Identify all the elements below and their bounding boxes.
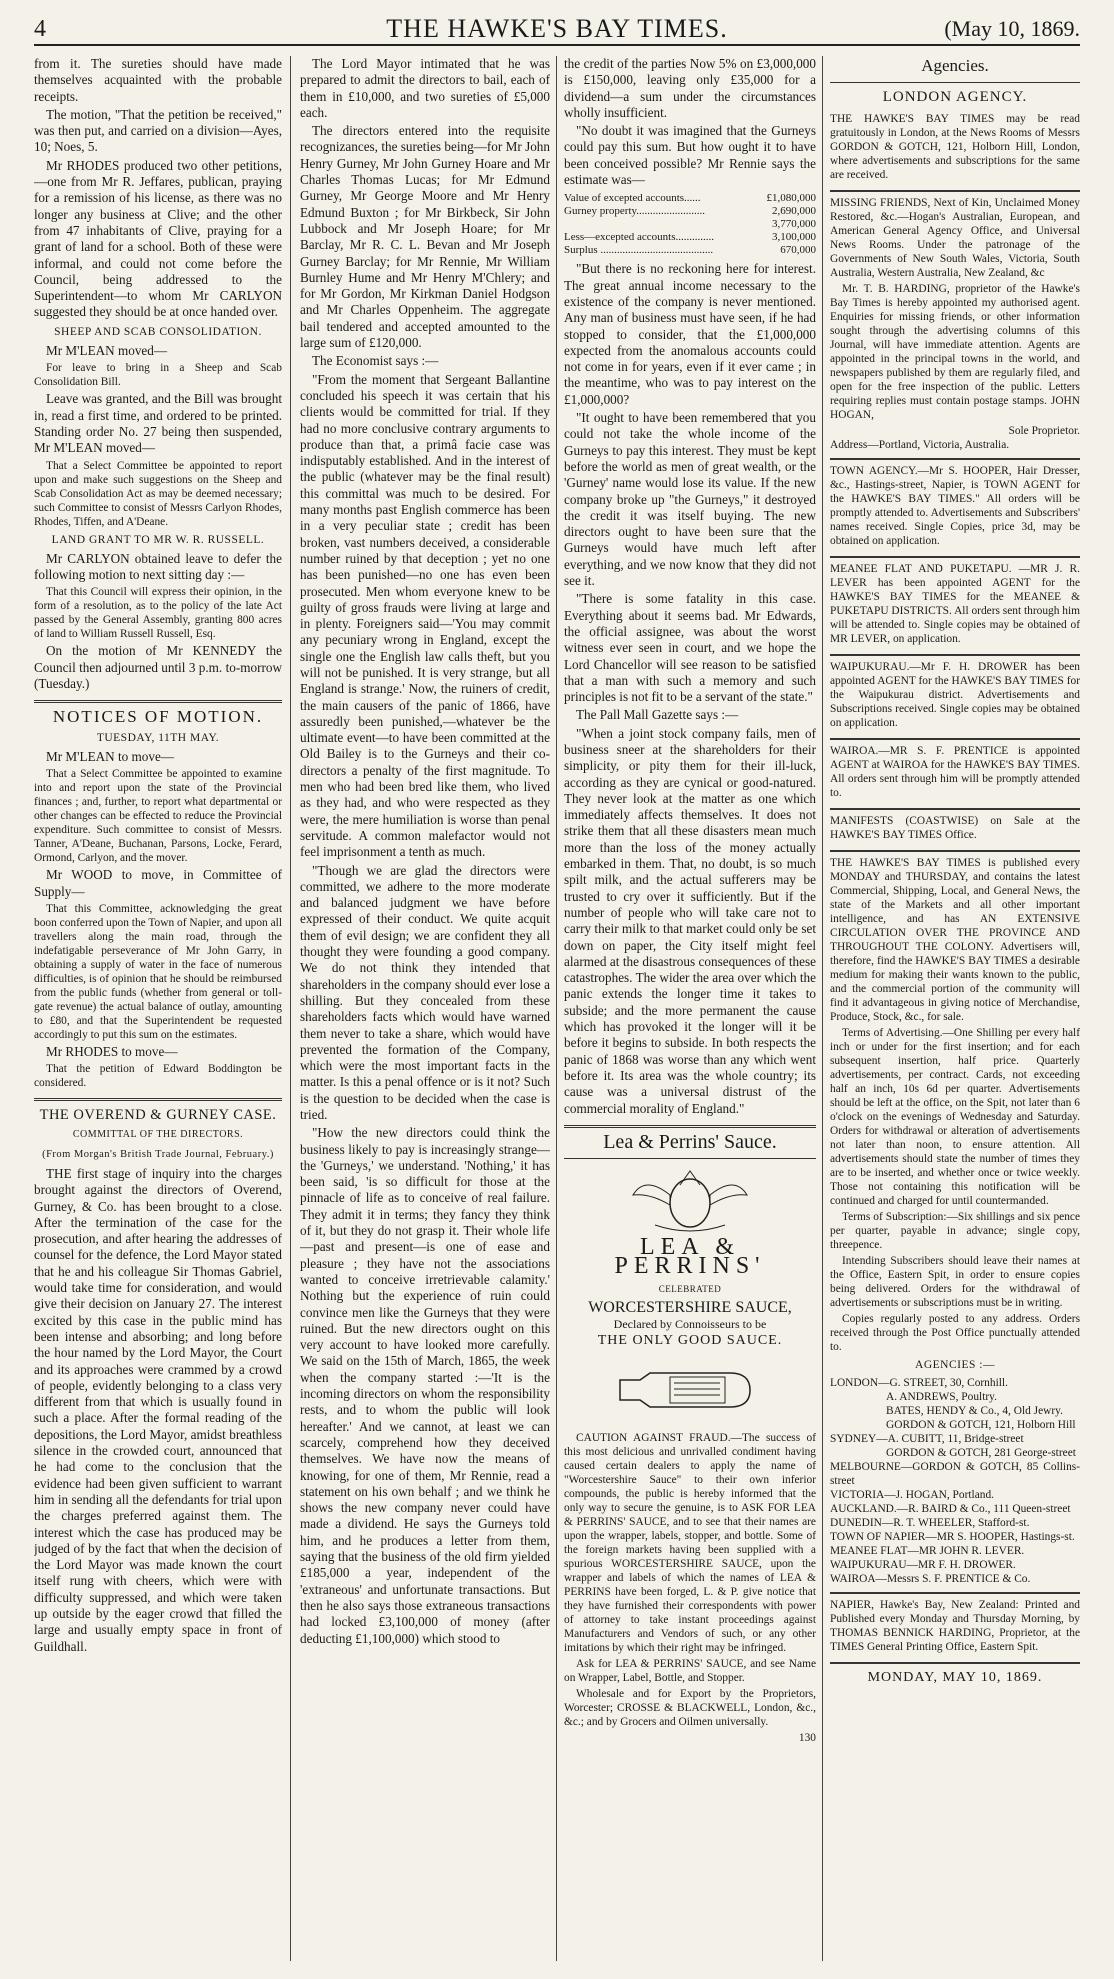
paragraph: Mr RHODES to move— [46,1043,178,1059]
motion-text: That this Council will express their opinion, in the form of a resolution, as to the policy of the late Act passed by the General Assembly, granting 800 acres of land to William Russell Russell, Esq. [34,586,282,641]
motion-text: For leave to bring in a Sheep and Scab Consolidation Bill. [34,362,282,389]
ad-london: THE HAWKE'S BAY TIMES may be read gratuitously in London, at the News Rooms of Messrs GORDON & GOTCH, 121, Holborn Hill, London, where advertisements and subscriptions for the same are received. [830,108,1080,192]
page-number: 4 [34,16,46,42]
list-item: GORDON & GOTCH, 281 George-street [886,1446,1076,1459]
paragraph: "When a joint stock company fails, men of business sneer at the shareholders for their simplicity, or pity them for their ill-luck, according as they are cynical or good-natured. They never look at the matter as one which immediately affects themselves. It does not strike them that all these disasters mean much more than the loss of the money actually embarked in them. That, no doubt, is so much spilt milk, and the actual sufferers may be trusted to cry over it sufficiently. But if the number of people who will take care not to carry their milk to that market could only be set down on paper, the City itself might feel alarmed at the disastrous consequences of these catastrophes. The wider the area over which the panic extends the longer time it takes to subside; and the more permanent the cause which has provoked it the longer will it be before it begins to subside. In both respects the panic of 1868 was worse than any which went before it. Its area was the whole country; its cause was a universal distrust of the commercial morality of England." [564,725,816,1116]
paragraph: "There is some fatality in this case. Everything about it seems bad. Mr Edwards, the official assignee, was about the worst witness ever seen in court, and we hope the Lord Chancellor will see reason to be satisfied that a man with such a memory and such principles is not fit to be a servant of the state." [564,591,816,705]
estimate-table [564,192,816,257]
paragraph: "No doubt it was imagined that the Gurneys could pay this sum. But how ought it to have been conceived possible? Mr Rennie says the estimate was— [564,123,816,188]
section-heading: SHEEP AND SCAB CONSOLIDATION. [54,325,262,338]
estimate-row: 3,770,000 [772,218,816,231]
list-item: DUNEDIN—R. T. WHEELER, Stafford-st. [830,1516,1030,1529]
list-item: TOWN OF NAPIER—MR S. HOOPER, Hastings-st. [830,1530,1075,1543]
list-item: MELBOURNE—GORDON & GOTCH, 85 Collins-street [830,1460,1080,1487]
overend-source: (From Morgan's British Trade Journal, February.) [42,1148,274,1160]
ad-meanee: MEANEE FLAT AND PUKETAPU. —MR J. R. LEVER has been appointed AGENT for the HAWKE'S BAY TIMES for the MEANEE & PUKETAPU DISTRICTS. All orders sent through him will be attended to. Single copies may be obtained of MR LEVER, on application. [830,558,1080,656]
paragraph: "How the new directors could think the business likely to pay is increasingly strange—the 'Gurneys,' we understand. 'Nothing,' it has been said, 'is so difficult for those at the pinnacle of life as to conceive of real failure. They admit it in terms; they fancy they think of it, but they do not grasp it. Their whole life—past and present—is one of ease and pleasure ; they have not the associations wanted to conceive irretrievable calamity.' Nothing but the experience of ruin could convince men like the Gurneys that they were ruined. But the new directors ought on this very account to have looked more carefully. We said on the 15th of March, 1865, the week when the company started :—'It is the incoming directors on whom the responsibility rests, and to whom the public will look hereafter.' And we cannot, at least we can scarcely, comprehend how they deceived themselves. We have now the means of knowing, for one of them, Mr Rennie, read a statement on his own behalf ; and we think he shows the new company never could have made a dividend. He says the Gurneys told him, and he produces a letter from them, saying that the business of the old firm yielded £185,000 a year, independent of the 'extraneous' and unfortunate transactions. But then he also says those extraneous transactions had locked £3,100,000 of money (after deducting £1,100,000) which stood to [300,1125,550,1646]
sauce-ad-heading: Lea & Perrins' Sauce. [603,1130,777,1153]
paragraph: The Lord Mayor intimated that he was prepared to admit the directors to bail, each of them in £10,000, and two sureties of £5,000 each. [300,56,550,120]
column-rule [290,56,291,1961]
list-item: BATES, HENDY & Co., 4, Old Jewry. [886,1404,1063,1417]
section-divider [34,700,282,703]
section-heading: LAND GRANT TO MR W. R. RUSSELL. [51,533,265,546]
lp-wholesale: Wholesale and for Export by the Proprietors, Worcester; CROSSE & BLACKWELL, London, &c., &c.; and by Grocers and Oilmen universally. [564,1687,816,1728]
paragraph: Mr RHODES produced two other petitions,—one from Mr R. Jeffares, publican, praying for a remission of his license, as there was no longer any business at Clive; and the other from 47 inhabitants of Clive, praying for a grant of land for a school. Both of these were informal, and could not come before the Council, being addressed to the Superintendent—to whom Mr CARLYON suggested they should be at once handed over. [34,157,282,320]
london-agency-heading: LONDON AGENCY. [882,89,1028,106]
lp-product: WORCESTERSHIRE SAUCE, [588,1299,792,1316]
list-item: GORDON & GOTCH, 121, Holborn Hill [886,1418,1076,1431]
ad-manifests: MANIFESTS (COASTWISE) on Sale at the HAWKE'S BAY TIMES Office. [830,810,1080,852]
paragraph: The Pall Mall Gazette says :— [576,707,739,723]
ad-hawkes-bay-times: THE HAWKE'S BAY TIMES is published every MONDAY and THURSDAY, and contains the latest Commercial, Shipping, Local, and General News, the state of the Markets and all other important intelligence, and has AN EXTENSIVE CIRCULATION OVER THE PROVINCE AND THROUGHOUT THE COLONY. Advertisers will, therefore, find the HAWKE'S BAY TIMES a desirable medium for making their wants known to the public, and the commercial portion of the community will find it advantageous in giving notice of Merchandise, Produce, Stock, &c., for sale. Terms of Advertising.—One Shilling per every half inch or under for the first insertion; and for each subsequent insertion, half price. Quarterly advertisements, per contract. Cards, not exceeding half an inch, 10s 6d per quarter. Advertisements should be left at the office, on the Spit, not later than 6 o'clock on the evenings of Wednesday and Saturday. Orders for withdrawal or alteration of advertisements not later than noon, to ensure attention. All advertisements should state the number of times they are to be inserted, and whether once or twice weekly. Those not containing this notification will be continued and charged for until countermanded. Terms of Subscription:—Six shillings and six pence per quarter, payable in advance; single copy, threepence. Intending Subscribers should leave their names at the Office, Eastern Spit, in order to ensure copies being delivered. Orders for the withdrawal of advertisements or subscriptions must be in writing. Copies regularly posted to any address. Orders received through the Post Office punctually attended to. AGENCIES :— LONDON—G. STREET, 30, Cornhill. A. ANDREWS, Poultry. BATES, HENDY & Co., 4, Old Jewry. GORDON & GOTCH, 121, Holborn Hill SYDNEY—A. CUBITT, 11, Bridge-street GORDON & GOTCH, 281 George-street MELBOURNE—GORDON & GOTCH, 85 Collins-street VICTORIA—J. HOGAN, Portland. AUCKLAND.—R. BAIRD & Co., 111 Queen-street DUNEDIN—R. T. WHEELER, Stafford-st. TOWN OF NAPIER—MR S. HOOPER, Hastings-st. MEANEE FLAT—MR JOHN R. LEVER. WAIPUKURAU—MR F. H. DROWER. WAIROA—Messrs S. F. PRENTICE & Co. [830,852,1080,1594]
list-item: WAIPUKURAU—MR F. H. DROWER. [830,1558,1016,1571]
paragraph: "Though we are glad the directors were committed, we adhere to the more moderate and balanced judgment we have before expressed of their conduct. We quite acquit them of evil design; we are confident they all thought they were founding a good company. We do not think they intended that shareholders in the company should ever lose a shilling. But they concealed from these shareholders facts which would have warned them never to take a share, which would have prevented the formation of the Company, which were the most important facts in the matter. Is this a penal offence or is it not? Such is the question to be decided when the case is tried. [300,862,550,1122]
list-item: MEANEE FLAT—MR JOHN R. LEVER. [830,1544,1025,1557]
column-4 [830,56,1080,1968]
ad-missing-friends: MISSING FRIENDS, Next of Kin, Unclaimed Money Restored, &c.—Hogan's Australian, European, and American General Agency Office, and Universal News Rooms. Under the patronage of the Governments of New South Wales, Victoria, South Australia, Western Australia, New Zealand, &c Mr. T. B. HARDING, proprietor of the Hawke's Bay Times is hereby appointed my authorised agent. Enquiries for missing friends, or other information sought through the advertising columns of this Journal, will have immediate attention. Agents are appointed in the principal towns in the world, and newspapers published by them are regularly filed, and open for the free inspection of the public. Letters requiring replies must contain postage stamps. JOHN HOGAN, Sole Proprietor. Address—Portland, Victoria, Australia. [830,192,1080,460]
footer-date: MONDAY, MAY 10, 1869. [867,1669,1043,1685]
estimate-row: Value of excepted accounts...... £1,080,000 [564,192,816,205]
paragraph: from it. The sureties should have made themselves acquainted with the probable receipts. [34,56,282,104]
section-divider [34,1098,282,1101]
page-header [34,10,1080,46]
masthead-title: THE HAWKE'S BAY TIMES. [386,14,728,43]
paragraph: Mr WOOD to move, in Committee of Supply— [34,867,282,899]
list-item: A. ANDREWS, Poultry. [886,1390,997,1403]
ad-town-agency: TOWN AGENCY.—Mr S. HOOPER, Hair Dresser, &c., Hastings-street, Napier, is TOWN AGENT for the HAWKE'S BAY TIMES." All orders will be promptly attended to. Advertisements and Subscribers' names received. Single Copies, price 3d, may be obtained on application. [830,460,1080,558]
lp-brand: LEA & PERRINS' [614,1234,766,1280]
estimate-row: Surplus ......................................... 670,000 [564,244,816,257]
crest-icon [625,1165,755,1235]
paragraph: Mr M'LEAN to move— [46,748,175,764]
paragraph: The directors entered into the requisite recognizances, the sureties being—for Mr John Henry Gurney, Mr John Gurney Hoare and Mr Charles Thomas Lucas; for Mr Edmund Gurney, Mr George Moore and Mr Henry Edmund Buxton ; for Mr Birkbeck, Sir John Lubbock and Mr Joseph Hoare; for Mr Barclay, Mr R. C. L. Bevan and Mr Joseph Gurney Barclay; for Mr Rennie, Mr William Burnley Hume and Mr Henry M'Chlery; and for Mr Gordon, Mr Kirkman Daniel Hodgson and Mr Charles Oppenheim. The aggregate bail tendered and accepted amounted to the large sum of £120,000. [300,123,550,351]
section-divider [564,1125,816,1128]
imprint: NAPIER, Hawke's Bay, New Zealand: Printed and Published every Monday and Thursday Morning, by THOMAS BENNICK HARDING, Proprietor, at the TIMES General Printing Office, Eastern Spit. [830,1594,1080,1664]
column-rule [822,56,823,1961]
list-item: LONDON—G. STREET, 30, Cornhill. [830,1376,1008,1389]
paragraph: On the motion of Mr KENNEDY the Council then adjourned until 3 p.m. to-morrow (Tuesday.) [34,643,282,692]
paragraph: Mr CARLYON obtained leave to defer the following motion to next sitting day :— [34,550,282,583]
column-2 [300,56,550,1968]
lp-caution: CAUTION AGAINST FRAUD.—The success of this most delicious and unrivalled condiment having caused certain dealers to apply the name of "Worcestershire Sauce" to their own inferior compounds, the public is hereby informed that the only way to secure the genuine, is to ASK FOR LEA & PERRINS' SAUCE, and to see that their names are upon the wrapper, labels, stopper, and bottle. Some of the foreign markets having been supplied with a spurious WORCESTERSHIRE SAUCE, upon the wrapper and labels of which the names of LEA & PERRINS have been forged, L. & P. give notice that they have furnished their correspondents with power of attorney to take instant proceedings against Manufacturers and Vendors of such, or any other imitations by which their right may be infringed. [564,1431,816,1654]
paragraph: "It ought to have been remembered that you could not take the whole income of the Gurneys to pay this interest. They must be kept before the world as men of great wealth, or the 'Gurney' name would lose its value. If the new company broke up "the Gurneys," it destroyed the credit it was itself buying. The new directors ought to have been sure that the Gurneys would have much left after everything, and we now know that they did not see it. [564,410,816,589]
column-rule [556,56,557,1961]
ad-waipukurau: WAIPUKURAU.—Mr F. H. DROWER has been appointed AGENT for the HAWKE'S BAY TIMES for the Waipukurau district. Advertisements and Subscriptions received. Single copies may be obtained on application. [830,656,1080,740]
ad-wairoa: WAIROA.—MR S. F. PRENTICE is appointed AGENT at WAIROA for the HAWKE'S BAY TIMES. All orders sent through him will be promptly attended to. [830,740,1080,810]
paragraph: Leave was granted, and the Bill was brought in, read a first time, and ordered to be printed. Standing order No. 27 being then suspended, Mr M'LEAN moved— [34,391,282,456]
lp-declared: Declared by Connoisseurs to be [613,1317,767,1332]
paragraph: the credit of the parties Now 5% on £3,000,000 is £150,000, leaving only £35,000 for a dividend—a sum under the circumstances wholly insufficient. [564,56,816,120]
estimate-row: Less—excepted accounts.............. 3,100,000 [564,231,816,244]
paragraph: "From the moment that Sergeant Ballantine concluded his speech it was certain that his clients would be committed for trial. If they had no more conclusive contrary arguments to produce than that, a primâ facie case was indisputably established. And in the interest of the public (whatever may be the final result) this committal was much to be desired. For many months past English commerce has been in a very peculiar state ; credit has been broken, vast numbers deceived, a considerable number ruined by that deception ; yet no one has been punished—no one has even been prosecuted. Men whom everyone knew to be guilty of gross frauds were living at large and in plenty. Foreigners said—'You may commit any pecuniary wrong in England, except the single one the English law calls theft, but you will not be punished. It is very strange, but all England is strange.' Now, the ruiners of credit, the main causers of the panic of 1866, have assuredly been punished,—whatever be the ultimate event—to have been committed at the Old Bailey is to the Gurneys and their co-directors a penalty of the first magnitude. To men who had been bred like them, who lived as they had, and who were respected as they were, the mere humiliation is worse than penal servitude. A common malefactor would not feel imprisonment a tenth as much. [300,371,550,860]
notices-title: NOTICES OF MOTION. [52,707,264,727]
motion-text: That a Select Committee be appointed to report upon and make such suggestions on the Sheep and Scab Consolidation Act as may be deemed necessary; such Committee to consist of Messrs Carlyon Rhodes, Rhodes, Tiffen, and A'Deane. [34,459,282,528]
paragraph: The motion, "That the petition be received," was then put, and carried on a division—Ayes, 10; Noes, 5. [34,106,282,155]
lp-celebrated: CELEBRATED [658,1283,722,1294]
header-date: (May 10, 1869. [944,16,1080,41]
motion-text: That a Select Committee be appointed to examine into and report upon the state of the Provincial finances ; and, further, to report what departmental or other changes can be effected to reduce the Provincial expenditure. Such committee to consist of Messrs. Tanner, A'Deane, Buchanan, Parsons, Locke, Ferard, Ormond, Carlyon, and the mover. [34,768,282,865]
overend-title: THE OVEREND & GURNEY CASE. [39,1107,277,1124]
paragraph: The Economist says :— [312,353,439,369]
list-item: SYDNEY—A. CUBITT, 11, Bridge-street [830,1432,1024,1445]
list-item: VICTORIA—J. HOGAN, Portland. [830,1488,995,1501]
lp-only-good: THE ONLY GOOD SAUCE. [597,1332,783,1348]
agencies-heading: Agencies. [921,56,989,75]
agents-list [830,1376,1080,1586]
list-item: AUCKLAND.—R. BAIRD & Co., 111 Queen-street [830,1502,1071,1515]
notices-date: TUESDAY, 11TH MAY. [96,731,220,744]
paragraph: THE first stage of inquiry into the charges brought against the directors of Overend, Gurney, & Co. has been brought to a close. After the termination of the case for the prosecution, and after hearing the addresses of counsel for the defence, the Lord Mayor stated that he and his colleague Sir Thomas Gabriel, would take time for consideration, and would give their decision on January 27. The interest excited by this case in the public mind has been intense and absorbing; and long before the hour named by the Lord Mayor, the Court and its approaches were crammed by a crowd of people, evidently belonging to a class very different from that which is usually found in such a place. After the formal reading of the depositions, the Lord Mayor, amidst breathless silence in the crowded court, announced that he had come to the conclusion that the evidence had been given sufficient to warrant him in sending all the defendants for trial upon the charges preferred against them. The interest which the case has produced may be judged of by the fact that when the decision of the Lord Mayor was made known the court itself rung with cheers, which were with difficulty suppressed, and which were taken up outside by the eager crowd that filled the large and usually empty space in front of Guildhall. [34,1165,282,1654]
motion-text: That this Committee, acknowledging the great boon conferred upon the Town of Napier, and upon all travellers along the main road, through the indefatigable perseverance of Mr John Garry, in obtaining a supply of water in the face of numerous difficulties, is of opinion that he should be reimbursed from the public funds (whether from general or toll-gate revenue) the actual balance of outlay, amounting to £80, and that the Superintendent be requested accordingly to put this sum on the estimates. [34,902,282,1041]
bottle-icon [610,1355,770,1425]
lp-ask: Ask for LEA & PERRINS' SAUCE, and see Name on Wrapper, Label, Bottle, and Stopper. [564,1657,816,1684]
column-1 [34,56,282,1968]
overend-subtitle: COMMITTAL OF THE DIRECTORS. [72,1129,244,1141]
paragraph: Mr M'LEAN moved— [46,343,168,359]
list-item: WAIROA—Messrs S. F. PRENTICE & Co. [830,1572,1031,1585]
lp-number: 130 [798,1731,816,1744]
paragraph: "But there is no reckoning here for interest. The great annual income necessary to the existence of the company is never mentioned. Any man of business must have seen, if he had stopped to consider, that the £1,000,000 expected from the anomalous accounts could not come in for years, even if it ever came ; in the meantime, who was to pay interest on the £1,000,000? [564,261,816,407]
agencies-list-title: AGENCIES :— [915,1358,995,1371]
divider [830,82,1080,83]
motion-text: That the petition of Edward Boddington be considered. [34,1063,282,1090]
estimate-row: Gurney property......................... 2,690,000 [564,205,816,218]
column-3 [564,56,816,1968]
divider [564,1158,816,1159]
